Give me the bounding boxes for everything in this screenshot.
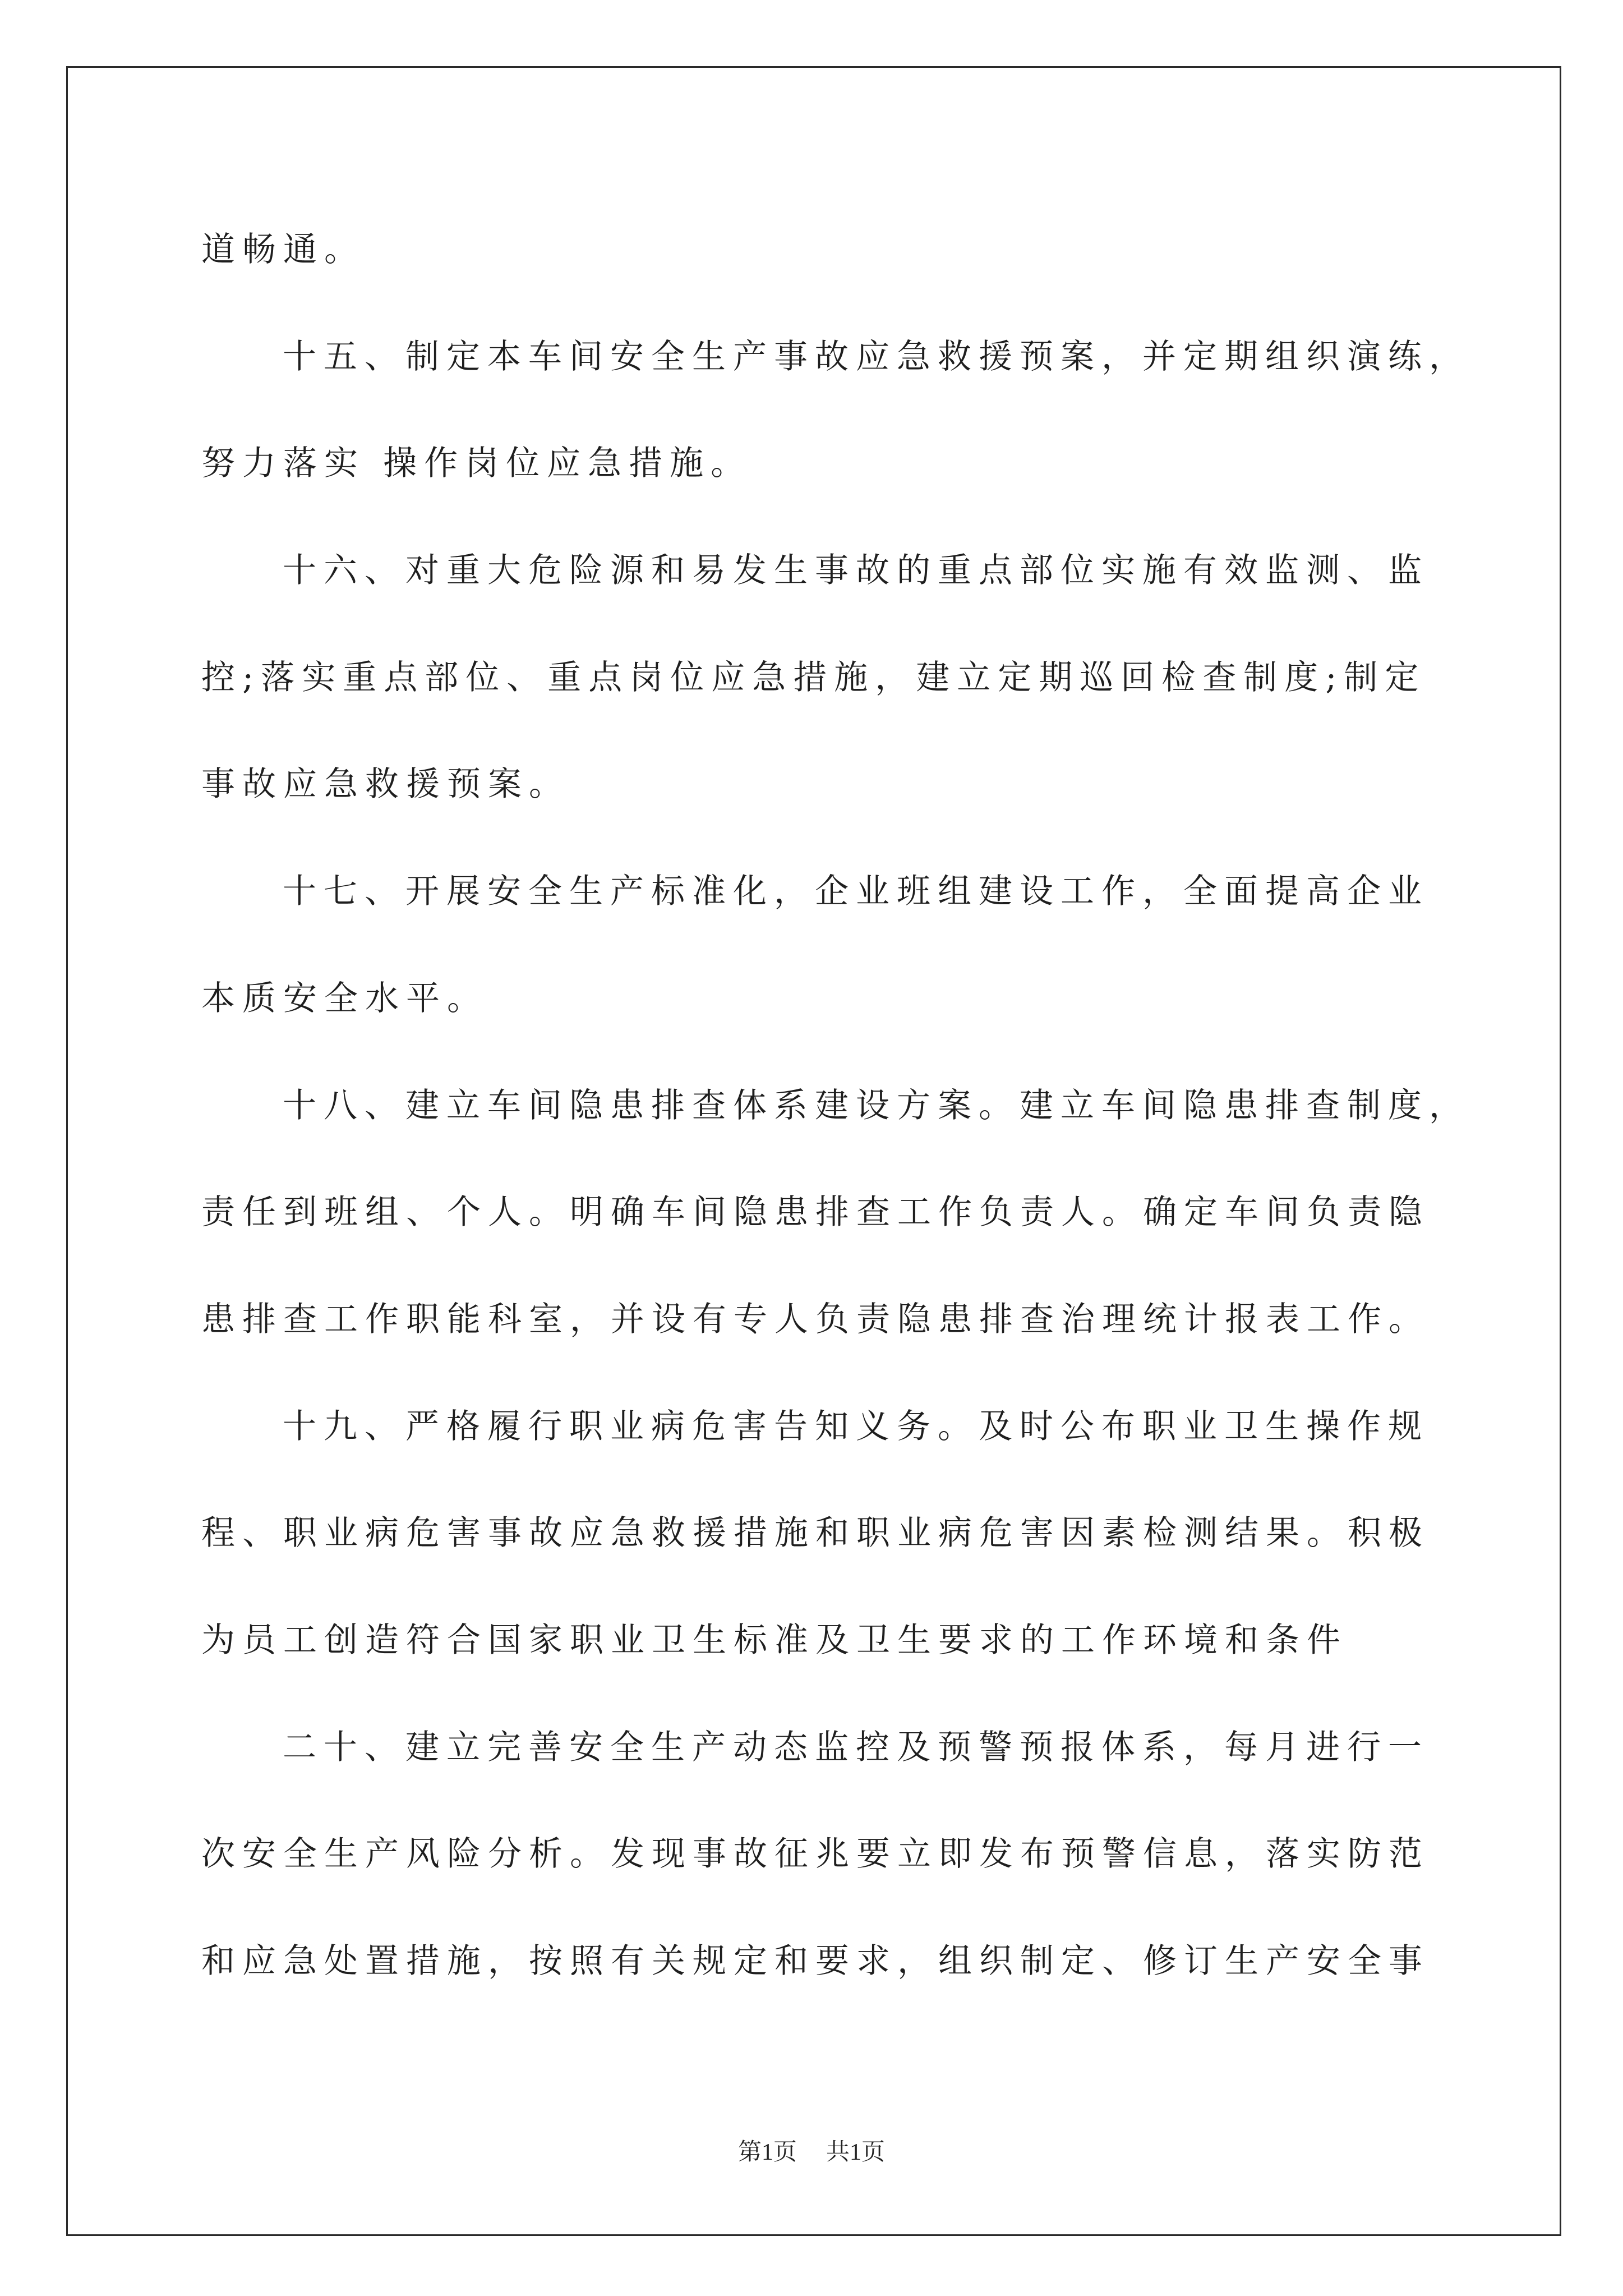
- text-line: 控;落实重点部位、重点岗位应急措施，建立定期巡回检查制度;制定: [201, 657, 1426, 697]
- text-line: 和应急处置措施，按照有关规定和要求，组织制定、修订生产安全事: [201, 1941, 1430, 1981]
- text-line: 本质安全水平。: [201, 978, 488, 1018]
- body-text: [201, 196, 1536, 2015]
- text-line: 事故应急救援预案。: [201, 765, 570, 804]
- paragraph-start-line: 十七、开展安全生产标准化，企业班组建设工作，全面提高企业: [283, 872, 1429, 912]
- text-line: 程、职业病危害事故应急救援措施和职业病危害因素检测结果。积极: [201, 1513, 1430, 1553]
- text-line: 患排查工作职能科室，并设有专人负责隐患排查治理统计报表工作。: [201, 1299, 1430, 1339]
- text-line: 为员工创造符合国家职业卫生标准及卫生要求的工作环境和条件: [201, 1620, 1348, 1660]
- footer-total-pages: 共1页: [826, 2139, 886, 2165]
- text-line: 责任到班组、个人。明确车间隐患排查工作负责人。确定车间负责隐: [201, 1193, 1430, 1232]
- paragraph-start-line: 十六、对重大危险源和易发生事故的重点部位实施有效监测、监: [283, 551, 1429, 591]
- paragraph-start-line: 十九、严格履行职业病危害告知义务。及时公布职业卫生操作规: [283, 1406, 1429, 1446]
- page-footer: [0, 2136, 1623, 2169]
- paragraph-start-line: 十五、制定本车间安全生产事故应急救援预案，并定期组织演练，: [283, 337, 1470, 376]
- paragraph-start-line: 二十、建立完善安全生产动态监控及预警预报体系，每月进行一: [283, 1727, 1429, 1767]
- paragraph-start-line: 十八、建立车间隐患排查体系建设方案。建立车间隐患排查制度，: [283, 1085, 1470, 1125]
- text-line: 次安全生产风险分析。发现事故征兆要立即发布预警信息，落实防范: [201, 1834, 1430, 1874]
- text-line: 努力落实 操作岗位应急措施。: [201, 444, 752, 484]
- footer-page-number: 第1页: [737, 2139, 797, 2165]
- text-line: 道畅通。: [201, 230, 365, 269]
